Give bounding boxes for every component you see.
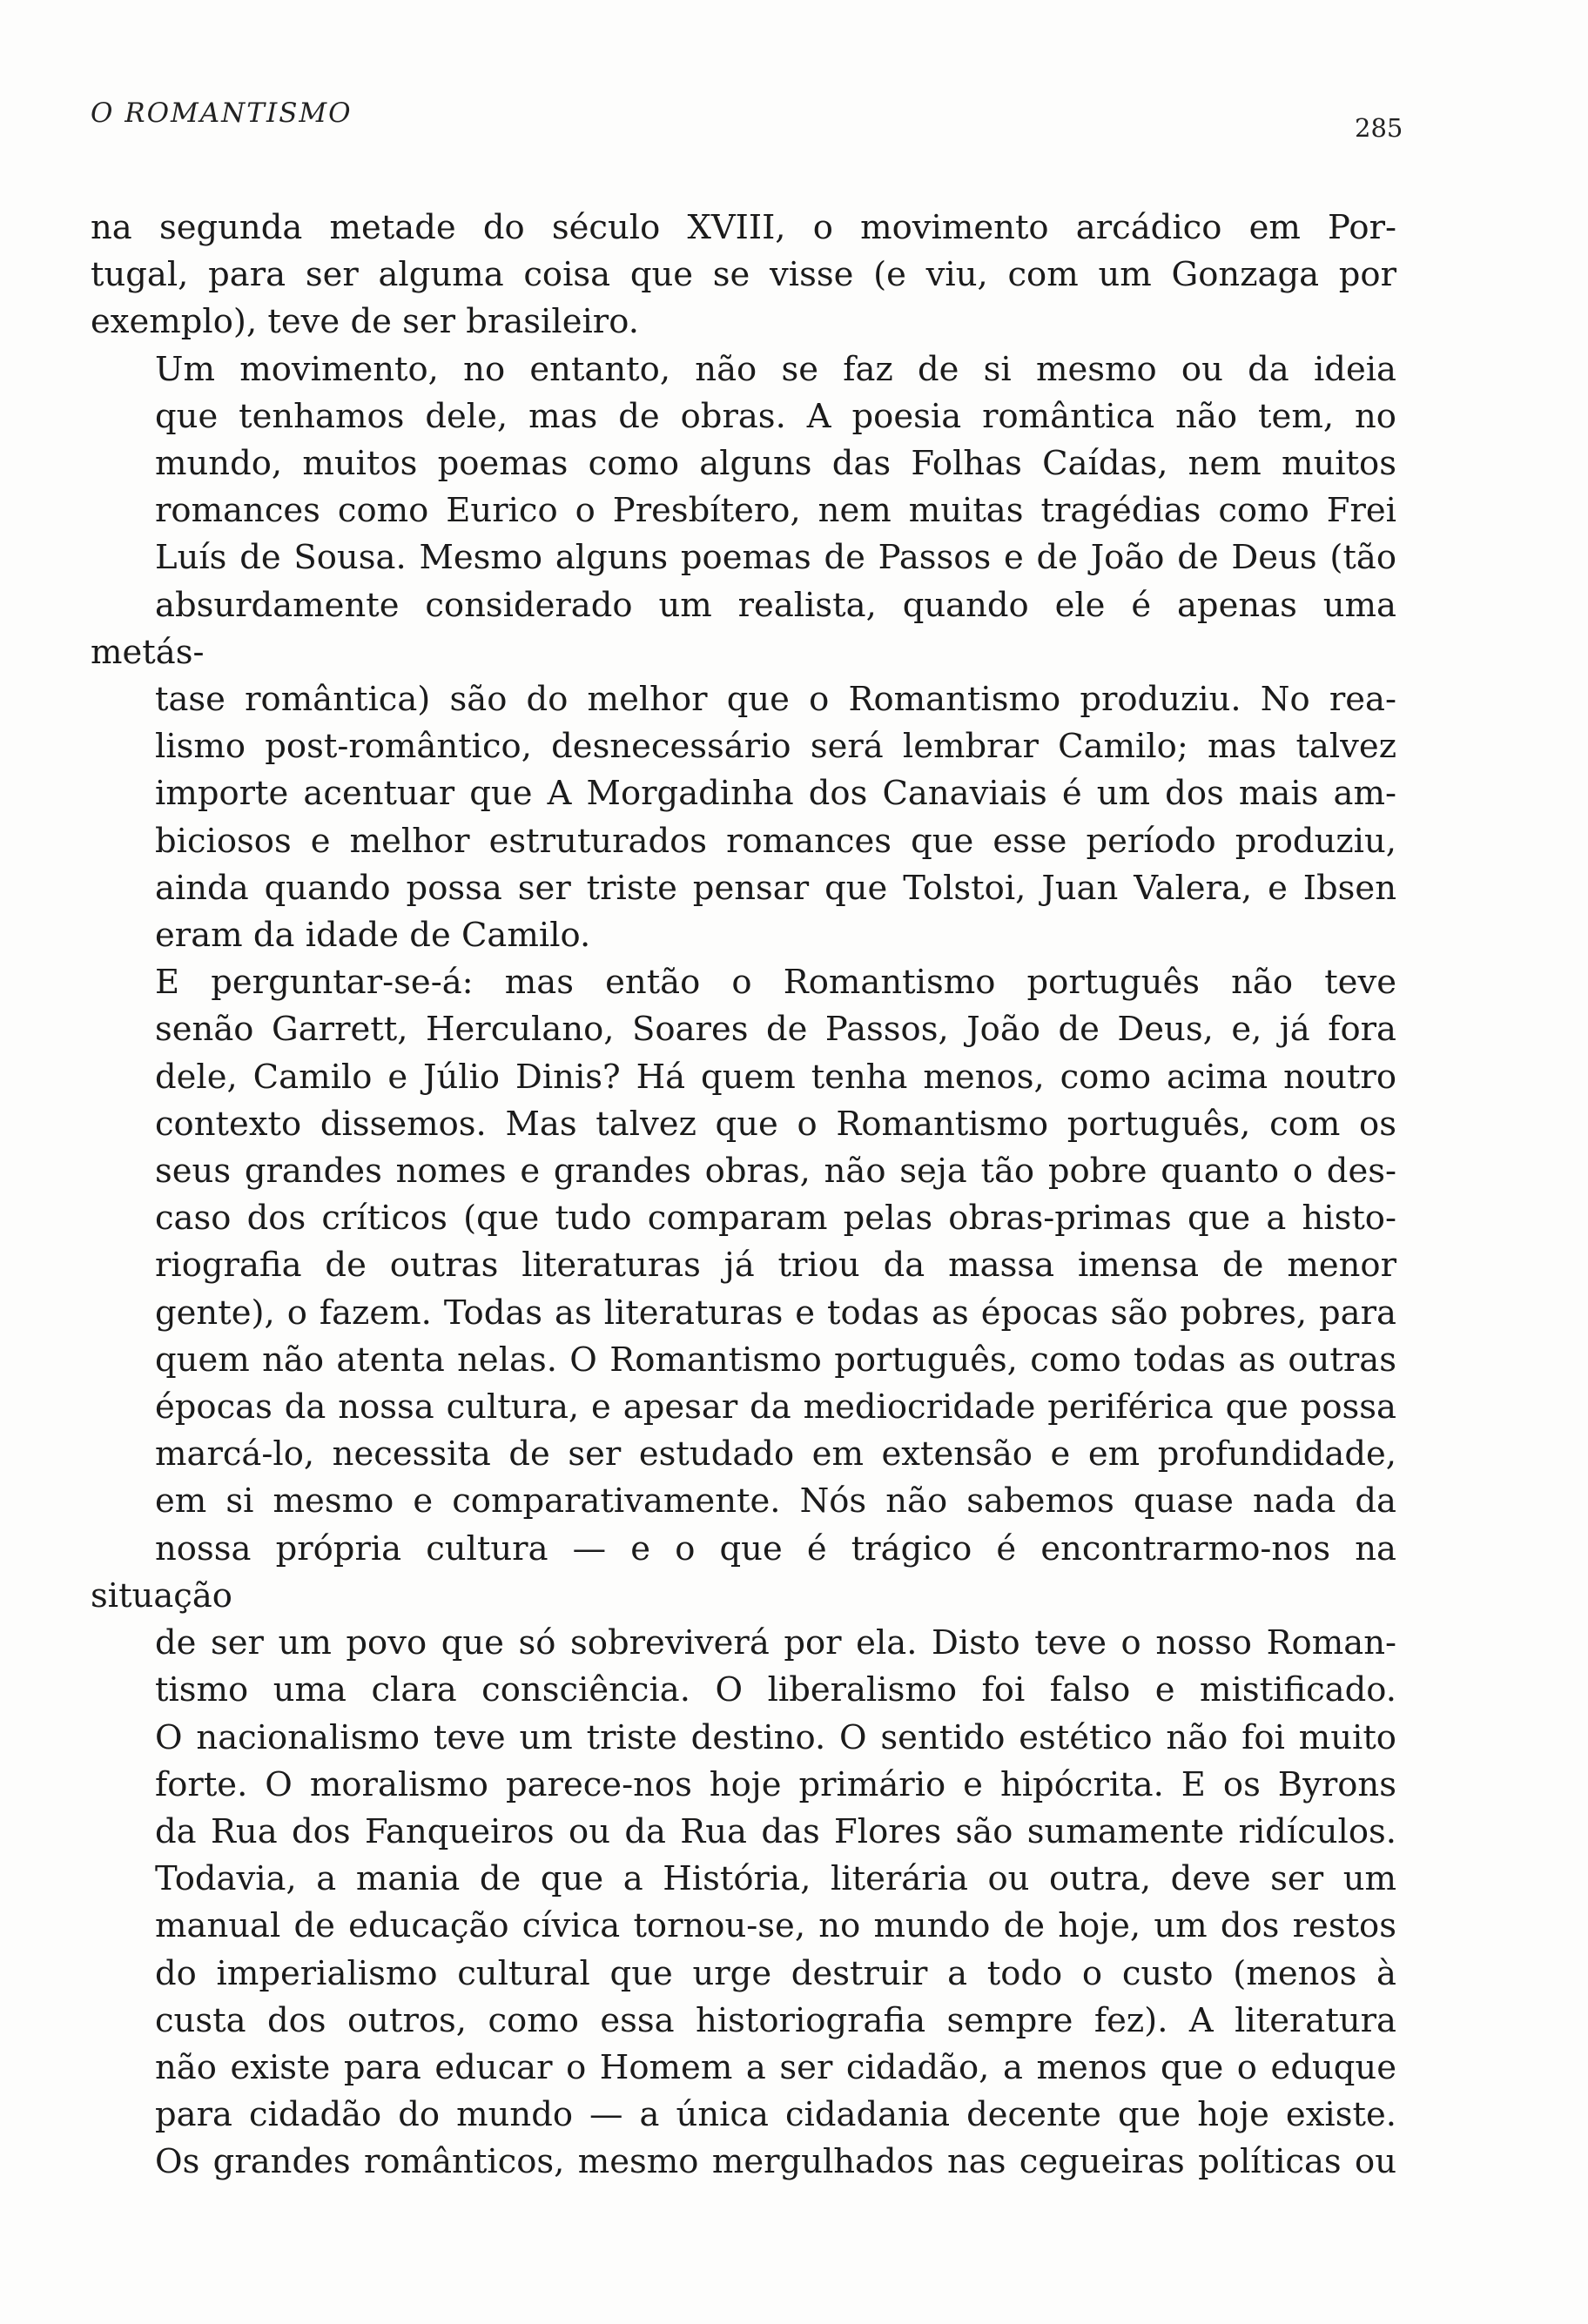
text-line: em si mesmo e comparativamente. Nós não sabemos quase nada da (155, 1481, 1396, 1521)
text-line: contexto dissemos. Mas talvez que o Romantismo português, com os (155, 1104, 1396, 1144)
text-line: da Rua dos Fanqueiros ou da Rua das Flores são sumamente ridículos. (155, 1811, 1396, 1851)
text-line: seus grandes nomes e grandes obras, não seja tão pobre quanto o des- (155, 1152, 1396, 1192)
page-number: 285 (1355, 113, 1403, 143)
text-line: para cidadão do mundo — a única cidadania decente que hoje existe. (155, 2095, 1396, 2135)
text-line: importe acentuar que A Morgadinha dos Canaviais é um dos mais am- (155, 774, 1396, 814)
text-line: O nacionalismo teve um triste destino. O sentido estético não foi muito (155, 1717, 1396, 1757)
body-text (91, 205, 1396, 2186)
text-line: quem não atenta nelas. O Romantismo português, como todas as outras (155, 1340, 1396, 1380)
text-line: romances como Eurico o Presbítero, nem muitas tragédias como Frei (155, 491, 1396, 531)
text-line: marcá-lo, necessita de ser estudado em extensão e em profundidade, (155, 1434, 1396, 1474)
text-line: na segunda metade do século XVIII, o movimento arcádico em Por- (91, 208, 1396, 247)
paragraph-2 (91, 346, 1396, 960)
text-line: tase romântica) são do melhor que o Romantismo produziu. No rea- (155, 680, 1396, 720)
text-line: de ser um povo que só sobreviverá por ela. Disto teve o nosso Roman- (155, 1623, 1396, 1663)
text-line: mundo, muitos poemas como alguns das Folhas Caídas, nem muitos (155, 444, 1396, 484)
text-line: forte. O moralismo parece-nos hoje primário e hipócrita. E os Byrons (155, 1764, 1396, 1804)
text-line: tismo uma clara consciência. O liberalismo foi falso e mistificado. (155, 1670, 1396, 1710)
text-line: manual de educação cívica tornou-se, no mundo de hoje, um dos restos (155, 1906, 1396, 1946)
text-line: nossa própria cultura — e o que é trágico é encontrarmo-nos na situação (91, 1528, 1396, 1615)
text-line: exemplo), teve de ser brasileiro. (91, 302, 639, 342)
text-line: Luís de Sousa. Mesmo alguns poemas de Passos e de João de Deus (tão (155, 538, 1396, 578)
text-line: Os grandes românticos, mesmo mergulhados nas cegueiras políticas ou (155, 2142, 1396, 2182)
text-line: tugal, para ser alguma coisa que se visse (e viu, com um Gonzaga por (91, 255, 1396, 295)
text-line: riografia de outras literaturas já triou da massa imensa de menor (155, 1246, 1396, 1286)
running-head: O ROMANTISMO (91, 97, 353, 129)
paragraph-3 (91, 959, 1396, 2186)
text-line: custa dos outros, como essa historiografia sempre fez). A literatura (155, 2000, 1396, 2040)
text-line: épocas da nossa cultura, e apesar da mediocridade periférica que possa (155, 1387, 1396, 1427)
text-line: ainda quando possa ser triste pensar que Tolstoi, Juan Valera, e Ibsen (155, 868, 1396, 908)
text-line: do imperialismo cultural que urge destruir a todo o custo (menos à (155, 1953, 1396, 1993)
text-line: senão Garrett, Herculano, Soares de Passos, João de Deus, e, já fora (155, 1010, 1396, 1050)
text-line: caso dos críticos (que tudo comparam pelas obras-primas que a histo- (155, 1199, 1396, 1239)
text-line: E perguntar-se-á: mas então o Romantismo português não teve (155, 963, 1396, 1003)
text-line: absurdamente considerado um realista, quando ele é apenas uma metás- (91, 585, 1396, 672)
text-line: Um movimento, no entanto, não se faz de si mesmo ou da ideia (155, 349, 1396, 389)
text-line: lismo post-romântico, desnecessário será lembrar Camilo; mas talvez (155, 727, 1396, 767)
text-line: gente), o fazem. Todas as literaturas e todas as épocas são pobres, para (155, 1293, 1396, 1333)
text-line: biciosos e melhor estruturados romances que esse período produziu, (155, 821, 1396, 861)
text-line: que tenhamos dele, mas de obras. A poesia romântica não tem, no (155, 396, 1396, 436)
text-line: Todavia, a mania de que a História, literária ou outra, deve ser um (155, 1859, 1396, 1899)
text-line: não existe para educar o Homem a ser cidadão, a menos que o eduque (155, 2047, 1396, 2087)
paragraph-1 (91, 205, 1396, 346)
text-line: eram da idade de Camilo. (155, 916, 591, 956)
text-line: dele, Camilo e Júlio Dinis? Há quem tenha menos, como acima noutro (155, 1057, 1396, 1097)
